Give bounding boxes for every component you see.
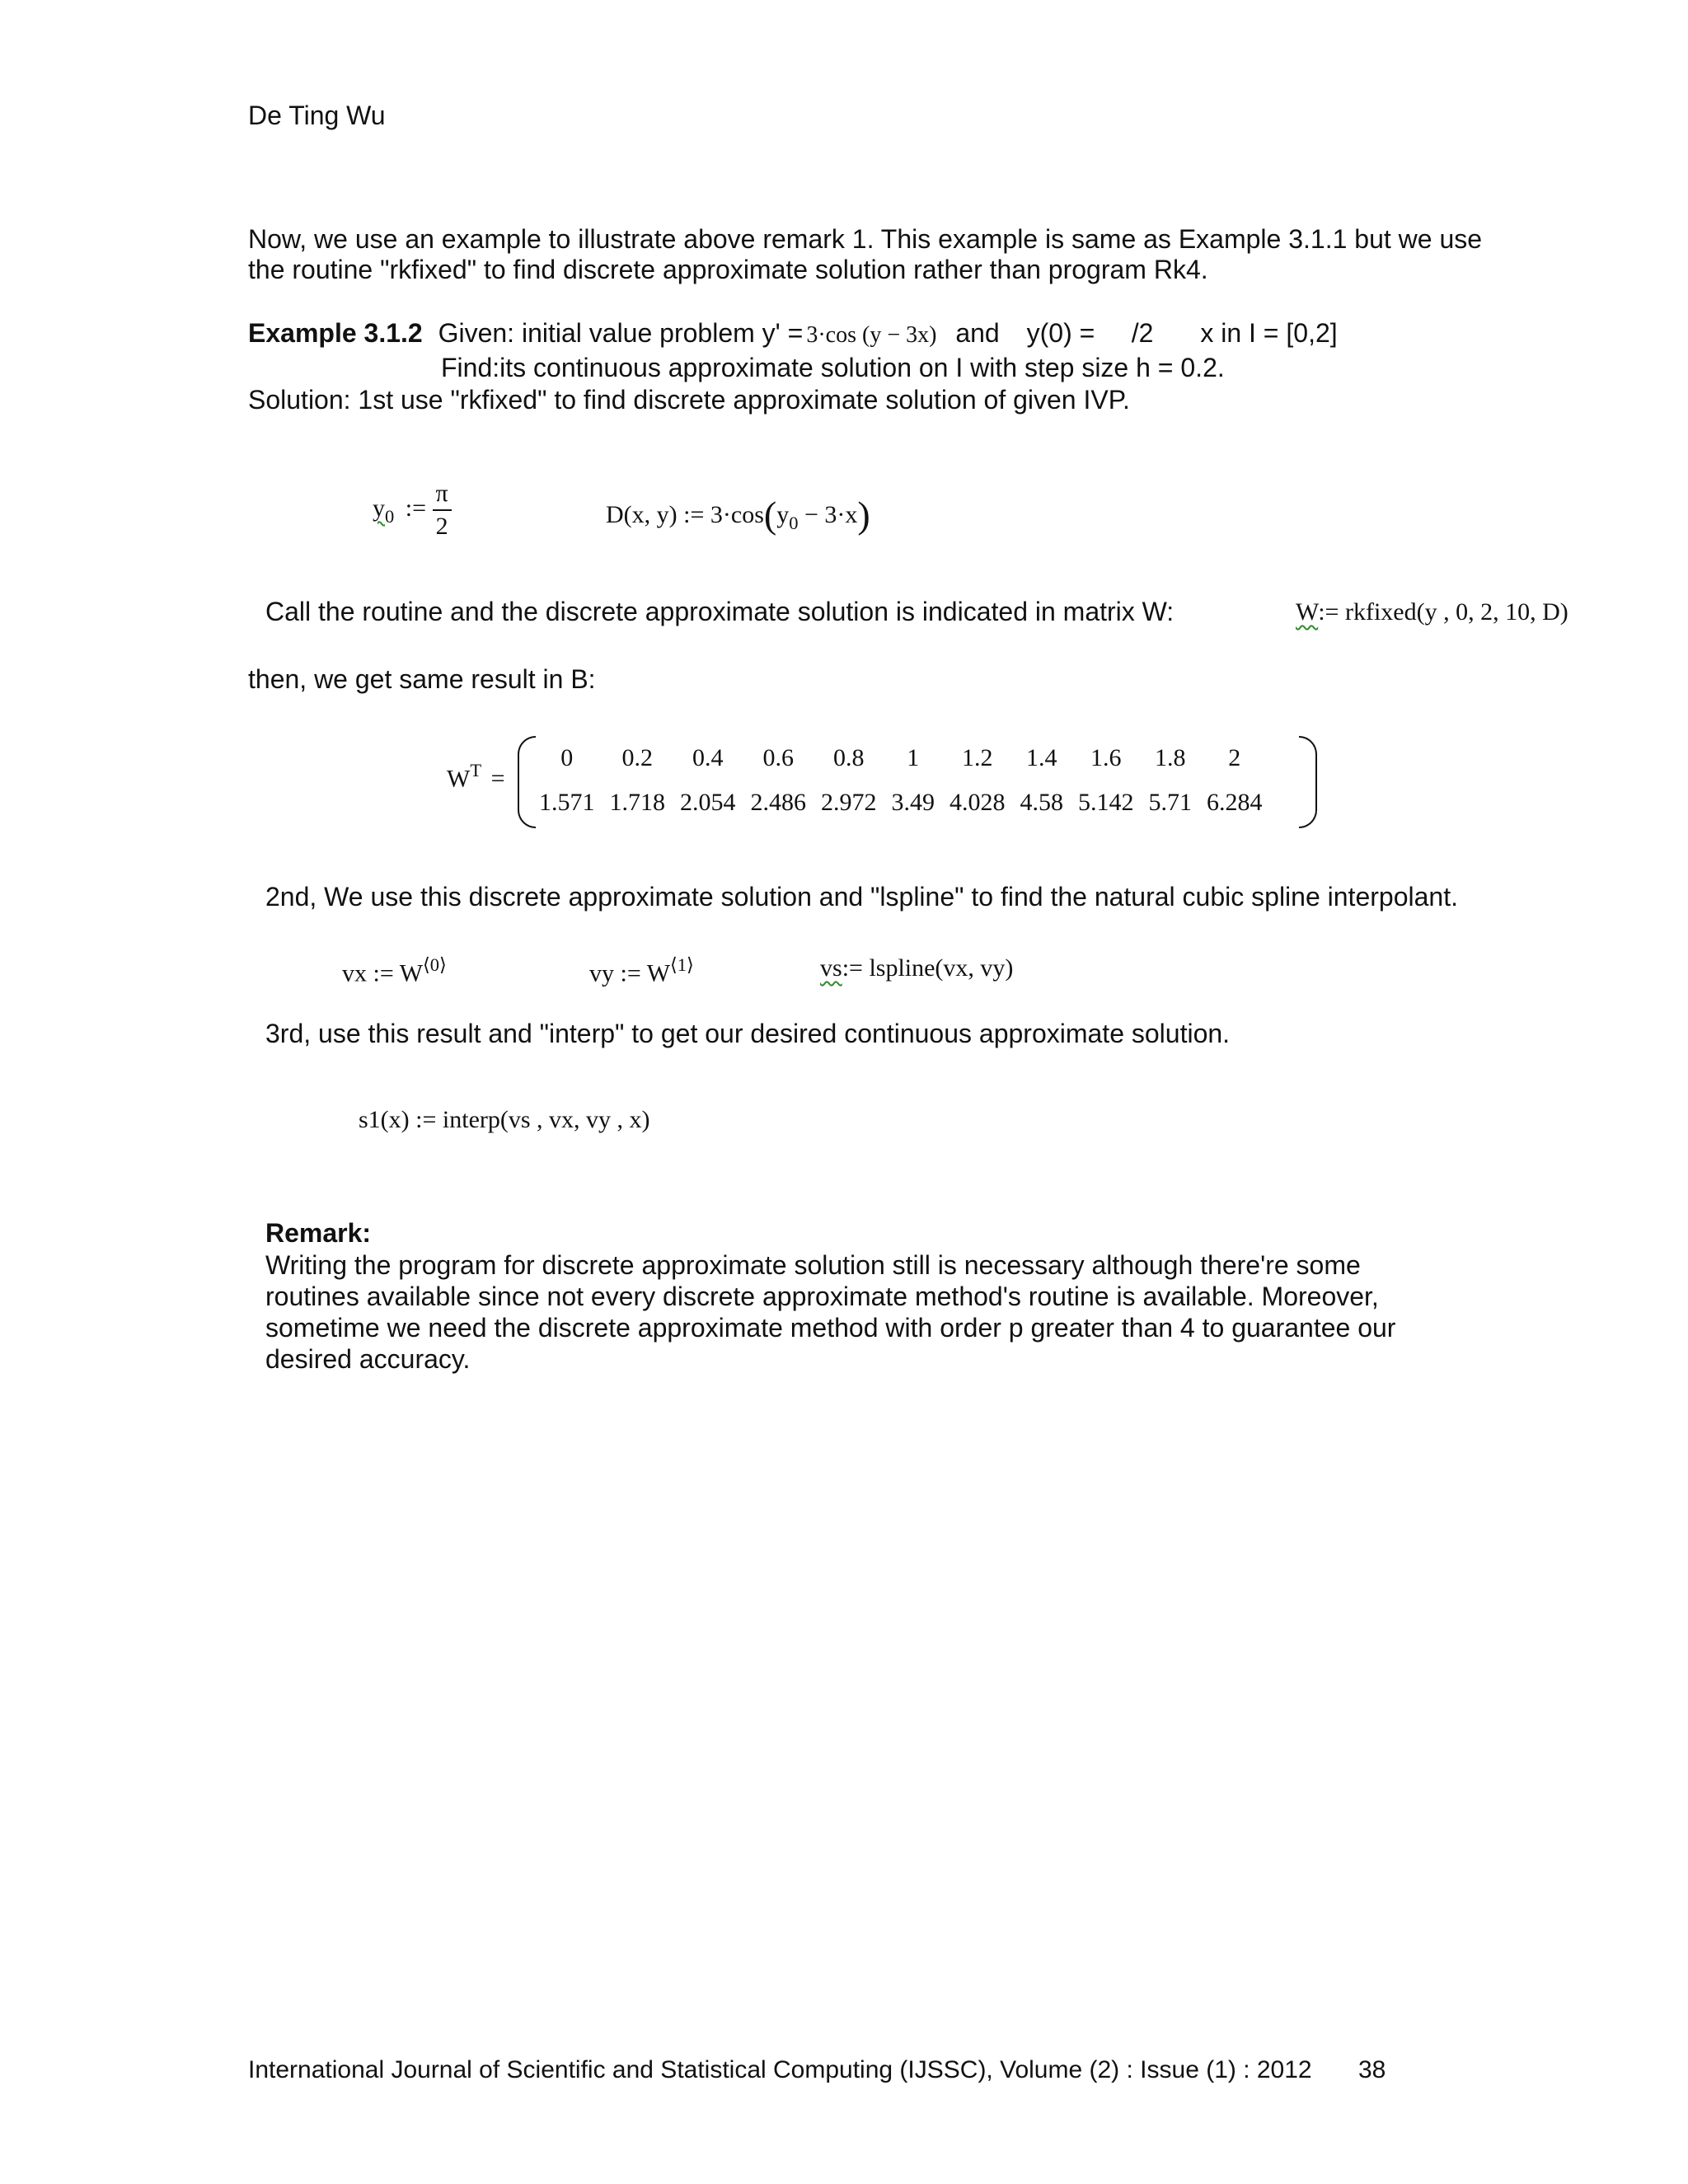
remark-line-4: desired accuracy. [265,1344,471,1374]
matrix-right-bracket [1299,736,1317,828]
intro-line-1: Now, we use an example to illustrate above remark 1. This example is same as Example 3.1.1 but we use [248,224,1483,254]
matrix-cell: 1 [907,744,920,771]
matrix-row-x [532,736,1270,780]
y0-variable: $y_0$ [373,494,395,527]
matrix-cell: 0.4 [692,744,724,771]
matrix-cell: 0.2 [621,744,653,771]
matrix-cell: 1.4 [1026,744,1057,771]
intro-line-2: the routine "rkfixed" to find discrete approximate solution rather than program Rk4. [248,255,1208,284]
page-number: 38 [1358,2056,1386,2083]
matrix-cell: 0 [560,744,574,771]
matrix-cell: 2.486 [750,789,806,816]
matrix-cell: 5.142 [1078,789,1134,816]
matrix-cell: 2.054 [680,789,736,816]
then-text: then, we get same result in B: [248,664,596,694]
initial-condition: y(0) = /2 [1026,318,1154,348]
y0-definition [373,480,452,541]
and-word: and [955,318,1000,348]
call-text: Call the routine and the discrete approximate solution is indicated in matrix W: [265,597,1175,626]
example-label: Example 3.1.2 [248,318,423,348]
example-given-line [248,316,1338,352]
matrix-cell: 2 [1228,744,1241,771]
D-definition: D(x, y) := $3\cdot\cos(y_0 - 3\cdot x)$ [606,494,870,536]
example-find: Find:its continuous approximate solution on I with step size h = 0.2. [441,353,1225,382]
D-lhs: D(x, y) := 3·cos [606,501,764,528]
vs-variable: vs [820,954,842,982]
matrix-cell: 0.8 [833,744,865,771]
matrix-WT [532,736,1270,825]
pi-numerator: π [433,480,452,511]
step2-text: 2nd, We use this discrete approximate solution and "lspline" to find the natural cubic spline interpolant. [265,882,1458,912]
matrix-row-y [532,780,1270,825]
example-solution: Solution: 1st use "rkfixed" to find discrete approximate solution of given IVP. [248,385,1130,415]
pi-over-two [433,480,452,541]
author-header: De Ting Wu [248,101,386,130]
w-variable: W [1296,598,1319,626]
matrix-cell: 2.972 [821,789,877,816]
remark-line-2: routines available since not every discrete approximate method's routine is available. Moreover, [265,1282,1379,1311]
remark-line-1: Writing the program for discrete approximate solution still is necessary although there're some [265,1250,1361,1280]
matrix-cell: 4.028 [950,789,1006,816]
matrix-cell: 0.6 [762,744,794,771]
two-denominator: 2 [435,513,448,540]
matrix-cell: 4.58 [1020,789,1063,816]
remark-line-3: sometime we need the discrete approximate method with order p greater than 4 to guarantee our [265,1313,1396,1343]
ode-rhs: 3·cos (y − 3x) [806,322,937,348]
matrix-cell: 3.49 [891,789,935,816]
w-assignment [1296,598,1568,626]
matrix-cell: 5.71 [1148,789,1192,816]
matrix-equals: = [490,765,505,793]
vs-rhs: := lspline(vx, vy) [842,954,1014,982]
s1-definition: s1(x) := interp(vs , vx, vy , x) [359,1106,650,1133]
vs-assignment [820,954,1013,982]
D-arg-rest: − 3·x [798,501,858,528]
D-arg-y: y [776,501,790,528]
matrix-cell: 1.718 [609,789,665,816]
step3-text: 3rd, use this result and "interp" to get our desired continuous approximate solution. [265,1019,1231,1048]
matrix-cell: 1.6 [1090,744,1122,771]
assign-operator: := [405,494,427,522]
w-rhs: := rkfixed(y , 0, 2, 10, D) [1318,598,1568,626]
example-given: Given: initial value problem y' = [438,318,804,348]
matrix-cell: 6.284 [1207,789,1263,816]
matrix-cell: 1.571 [539,789,595,816]
vy-assignment: vy := $W^{⟨1⟩}$ [589,954,694,987]
matrix-cell: 1.2 [962,744,993,771]
vx-assignment: vx := $W^{⟨0⟩}$ [342,954,447,987]
D-arg-sub: 0 [789,512,799,533]
matrix-label: $W^T$ = [447,760,505,793]
footer-journal: International Journal of Scientific and Statistical Computing (IJSSC), Volume (2) : Issue (1) : 2012 [248,2056,1312,2083]
domain: x in I = [0,2] [1200,318,1338,348]
remark-title: Remark: [265,1218,372,1248]
matrix-cell: 1.8 [1155,744,1186,771]
